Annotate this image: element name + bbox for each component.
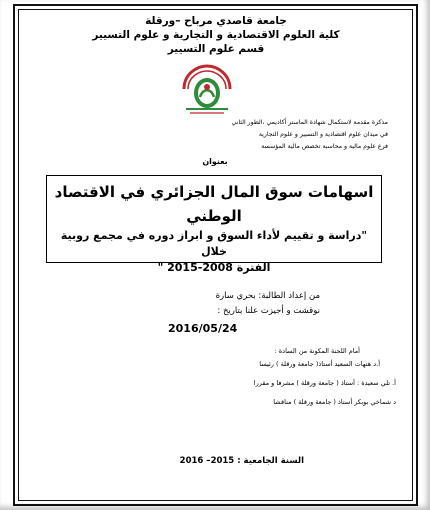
memo-line-1: مذكرة مقدمة لاستكمال شهادة الماستر أكاديمي ،الطور الثاني <box>231 119 388 126</box>
defense-date: 2016/05/24 <box>168 322 238 335</box>
thesis-subtitle-line-2: الفترة 2008-2015 " <box>157 261 271 274</box>
thesis-subtitle-line-1: "دراسة و تقييم لأداء السوق و ابراز دوره في مجمع روبية خلال <box>60 229 368 258</box>
university-name: جامعة قاصدي مرباح –ورقلة <box>145 15 287 27</box>
department-name: قسم علوم التسيير <box>167 43 265 55</box>
committee-member-1: أ.د هتهات السعيد أستاذ( جامعة ورقلة ) رئيسا <box>259 360 380 368</box>
faculty-name: كلية العلوم الاقتصادية و التجارية و علوم التسيير <box>92 29 340 41</box>
committee-intro: أمام اللجنة المكونة من السادة : <box>274 347 360 355</box>
thesis-title-line-2: الوطني <box>186 207 242 225</box>
academic-year: السنة الجامعية : 2015– 2016 <box>179 456 304 466</box>
committee-member-3: د شماخي بوبكر أستاذ ( جامعة ورقلة ) مناقشا <box>273 398 396 406</box>
prepared-by: من إعداد الطالبة: بحري سارة <box>215 291 320 301</box>
thesis-title-box <box>46 175 382 274</box>
committee-member-2: أ. تلي سعيدة : أستاذ ( جامعة ورقلة ) مشرفا و مقررا <box>253 379 396 387</box>
university-logo <box>178 63 236 115</box>
defended-label: نوقشت و أجيزت علنا بتاريخ : <box>217 306 320 316</box>
thesis-title-line-1: اسهامات سوق المال الجزائري في الاقتصاد <box>54 183 374 201</box>
memo-line-3: فرع علوم مالية و محاسبة تخصص مالية المؤسسة <box>261 143 388 150</box>
memo-line-2: في ميدان علوم اقتصادية و التسيير و علوم التجارية <box>258 131 388 138</box>
title-label: بعنوان <box>202 157 228 166</box>
